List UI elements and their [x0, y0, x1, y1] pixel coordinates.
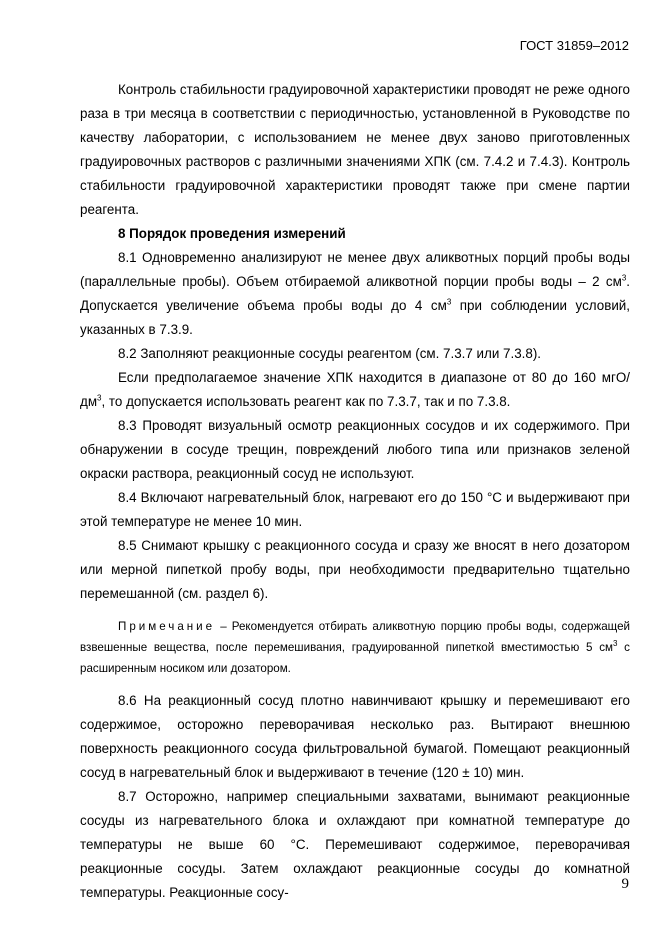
paragraph-calibration-control: Контроль стабильности градуировочной характеристики проводят не реже одного раза в три месяца в соответствии с периодичностью, установленной в Руководстве по качеству лаборатории, с использованием не менее двух заново приготовленных градуировочных растворов с различными значениями ХПК (см. 7.4.2 и 7.4.3). Контроль стабильности градуировочной характеристики проводят также при смене партии реагента.: [80, 82, 630, 217]
paragraph-8-1-text-b: . Допускается увеличение объема пробы воды до 4 см: [80, 274, 630, 313]
standard-header: ГОСТ 31859–2012: [519, 38, 629, 53]
section-heading: 8 Порядок проведения измерений: [118, 226, 346, 241]
note-text-b: с расширенным носиком или дозатором.: [80, 641, 630, 675]
superscript-3: 3: [621, 273, 627, 283]
paragraph-8-4: 8.4 Включают нагревательный блок, нагревают его до 150 °C и выдерживают при этой температуре не менее 10 мин.: [80, 490, 630, 529]
note-label: Примечание: [118, 620, 216, 633]
document-body: [80, 78, 630, 905]
paragraph-8-7: 8.7 Осторожно, например специальными захватами, вынимают реакционные сосуды из нагревательного блока и охлаждают при комнатной температуре до температуры не выше 60 °C. Перемешивают содержимое, переворачивая реакционные сосуды. Затем охлаждают реакционные сосуды до комнатной температуры. Реакционные сосу-: [80, 789, 630, 900]
superscript-3: 3: [97, 393, 102, 403]
paragraph-8-6: 8.6 На реакционный сосуд плотно навинчивают крышку и перемешивают его содержимое, осторожно переворачивая несколько раз. Вытирают внешнюю поверхность реакционного сосуда фильтровальной бумагой. Помещают реакционный сосуд в нагревательный блок и выдерживают в течение (120 ± 10) мин.: [80, 693, 630, 780]
note-paragraph: [80, 616, 630, 679]
superscript-3: 3: [446, 297, 452, 307]
note-text-a: – Рекомендуется отбирать аликвотную порцию пробы воды, содержащей взвешенные вещества, после перемешивания, градуированной пипеткой вместимостью 5 см: [80, 620, 630, 654]
paragraph-8-3: 8.3 Проводят визуальный осмотр реакционных сосудов и их содержимого. При обнаружении в сосуде трещин, повреждений любого типа или признаков зеленой окраски раствора, реакционный сосуд не используют.: [80, 418, 630, 481]
paragraph-8-1: [80, 246, 630, 342]
paragraph-8-2-range: [80, 366, 630, 414]
paragraph-8-1-text-c: при соблюдении условий, указанных в 7.3.9.: [80, 298, 630, 337]
page-number: 9: [621, 876, 629, 892]
paragraph-8-2-range-text-a: Если предполагаемое значение ХПК находится в диапазоне от 80 до 160 мгО/дм: [80, 370, 630, 409]
paragraph-8-1-text-a: 8.1 Одновременно анализируют не менее двух аликвотных порций пробы воды (параллельные пробы). Объем отбираемой аликвотной порции пробы воды – 2 см: [80, 250, 630, 289]
paragraph-8-2-range-text-b: , то допускается использовать реагент как по 7.3.7, так и по 7.3.8.: [101, 394, 511, 409]
superscript-3: 3: [612, 639, 618, 649]
paragraph-8-5: 8.5 Снимают крышку с реакционного сосуда и сразу же вносят в него дозатором или мерной пипеткой пробу воды, при необходимости предварительно тщательно перемешанной (см. раздел 6).: [80, 538, 630, 601]
paragraph-8-2: 8.2 Заполняют реакционные сосуды реагентом (см. 7.3.7 или 7.3.8).: [118, 346, 542, 361]
